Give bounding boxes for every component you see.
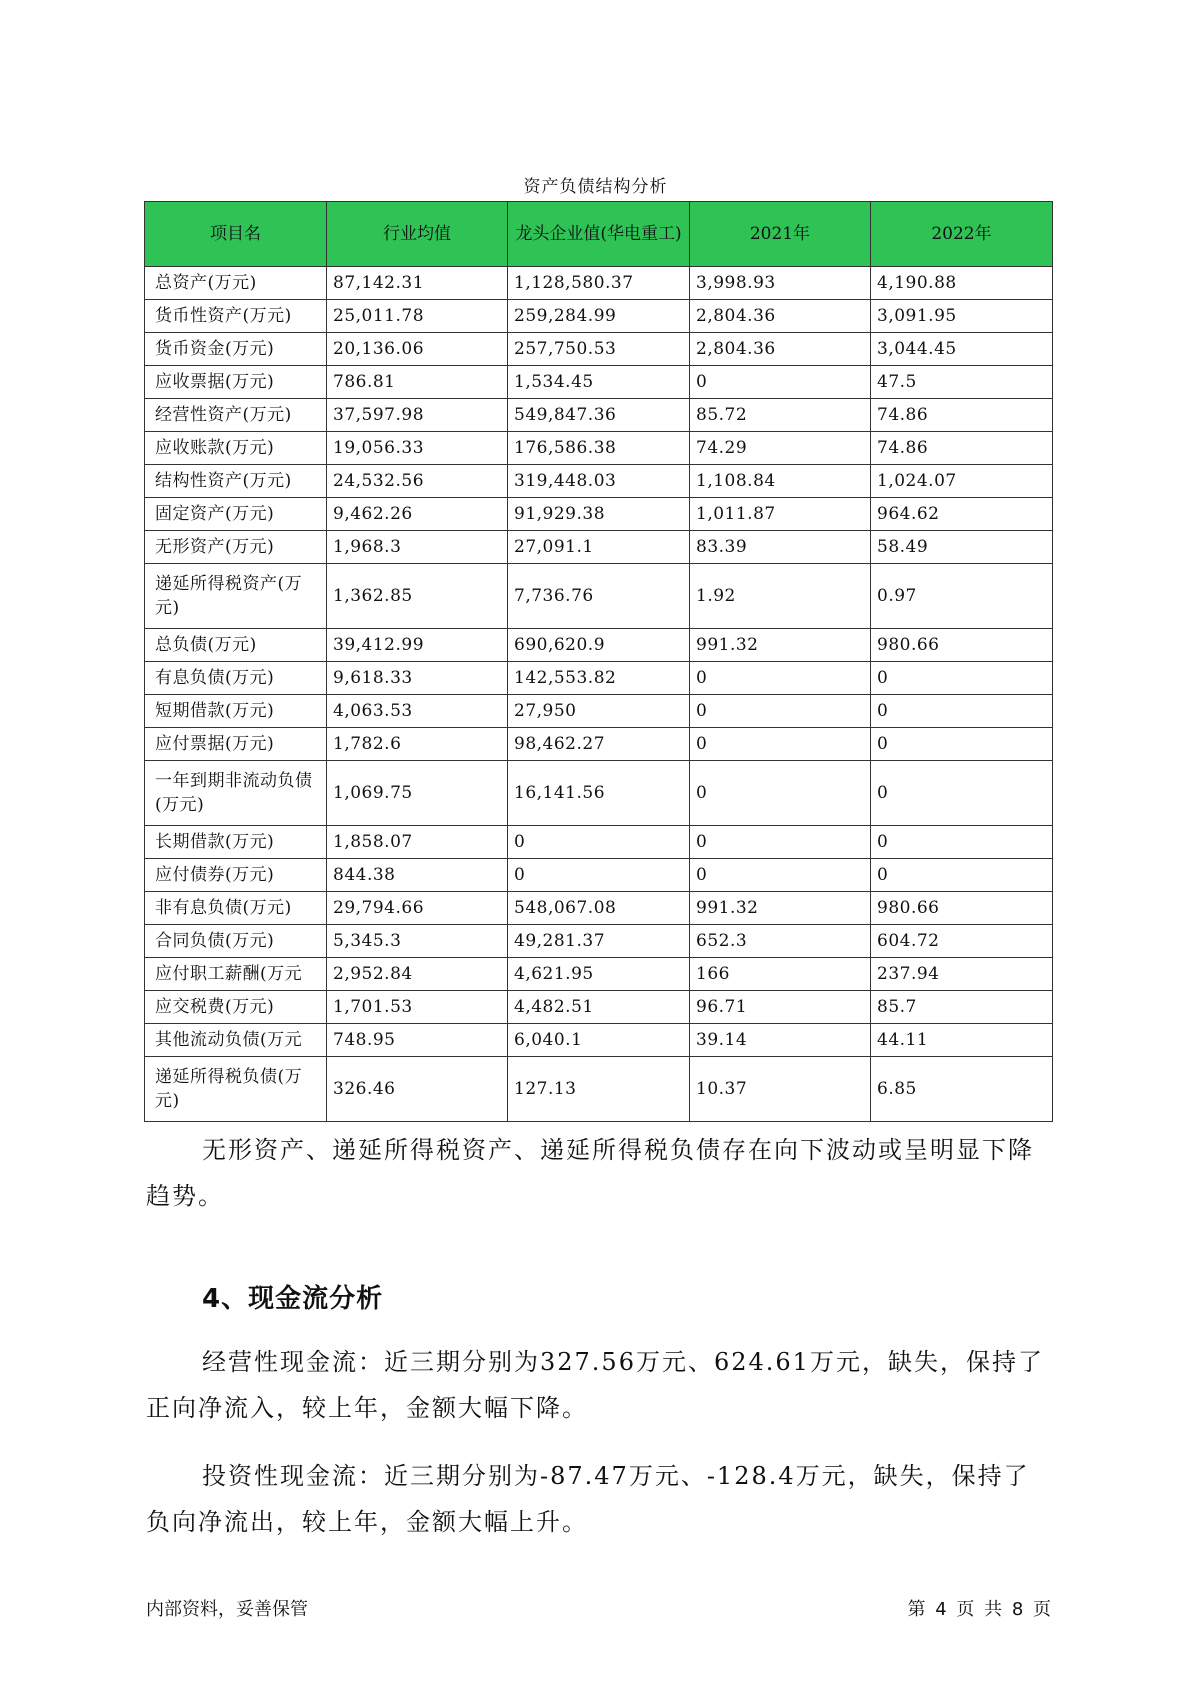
table-body: [145, 267, 1053, 1122]
leader-value-cell: 4,482.51: [508, 991, 690, 1024]
item-name-cell: 结构性资产(万元): [145, 465, 327, 498]
item-name-cell: 一年到期非流动负债(万元): [145, 761, 327, 826]
item-name-cell: 应收账款(万元): [145, 432, 327, 465]
leader-value-cell: 549,847.36: [508, 399, 690, 432]
item-name-cell: 应付票据(万元): [145, 728, 327, 761]
value-2022-cell: 6.85: [871, 1057, 1053, 1122]
section-heading-cash-flow: 4、现金流分析: [202, 1284, 384, 1314]
industry-average-cell: 786.81: [327, 366, 508, 399]
table-row: [145, 629, 1053, 662]
table-row: [145, 1057, 1053, 1122]
value-2021-cell: 85.72: [690, 399, 871, 432]
table-row: [145, 366, 1053, 399]
item-name-cell: 有息负债(万元): [145, 662, 327, 695]
item-name-cell: 应交税费(万元): [145, 991, 327, 1024]
industry-average-cell: 39,412.99: [327, 629, 508, 662]
value-2021-cell: 0: [690, 728, 871, 761]
header-leader-value: 龙头企业值(华电重工): [508, 202, 690, 267]
value-2022-cell: 964.62: [871, 498, 1053, 531]
value-2022-cell: 0.97: [871, 564, 1053, 629]
value-2021-cell: 83.39: [690, 531, 871, 564]
leader-value-cell: 0: [508, 859, 690, 892]
table-row: [145, 695, 1053, 728]
leader-value-cell: 257,750.53: [508, 333, 690, 366]
industry-average-cell: 87,142.31: [327, 267, 508, 300]
industry-average-cell: 9,618.33: [327, 662, 508, 695]
paragraph-operating-cash-flow: 经营性现金流：近三期分别为327.56万元、624.61万元，缺失，保持了正向净流入，较上年，金额大幅下降。: [146, 1348, 1044, 1422]
leader-value-cell: 176,586.38: [508, 432, 690, 465]
industry-average-cell: 37,597.98: [327, 399, 508, 432]
table-row: [145, 991, 1053, 1024]
leader-value-cell: 6,040.1: [508, 1024, 690, 1057]
value-2022-cell: 85.7: [871, 991, 1053, 1024]
table-row: [145, 432, 1053, 465]
leader-value-cell: 319,448.03: [508, 465, 690, 498]
item-name-cell: 长期借款(万元): [145, 826, 327, 859]
value-2022-cell: 980.66: [871, 892, 1053, 925]
table-row: [145, 662, 1053, 695]
leader-value-cell: 259,284.99: [508, 300, 690, 333]
leader-value-cell: 91,929.38: [508, 498, 690, 531]
industry-average-cell: 1,968.3: [327, 531, 508, 564]
value-2022-cell: 237.94: [871, 958, 1053, 991]
industry-average-cell: 326.46: [327, 1057, 508, 1122]
table-row: [145, 892, 1053, 925]
leader-value-cell: 49,281.37: [508, 925, 690, 958]
value-2022-cell: 0: [871, 662, 1053, 695]
item-name-cell: 应付债券(万元): [145, 859, 327, 892]
table-row: [145, 925, 1053, 958]
industry-average-cell: 4,063.53: [327, 695, 508, 728]
value-2022-cell: 0: [871, 695, 1053, 728]
leader-value-cell: 1,128,580.37: [508, 267, 690, 300]
value-2022-cell: 1,024.07: [871, 465, 1053, 498]
table-row: [145, 498, 1053, 531]
value-2021-cell: 0: [690, 695, 871, 728]
footer-confidential-note: 内部资料，妥善保管: [146, 1599, 308, 1620]
table-row: [145, 333, 1053, 366]
table-row: [145, 826, 1053, 859]
item-name-cell: 总负债(万元): [145, 629, 327, 662]
value-2021-cell: 0: [690, 826, 871, 859]
leader-value-cell: 127.13: [508, 1057, 690, 1122]
industry-average-cell: 25,011.78: [327, 300, 508, 333]
item-name-cell: 货币性资产(万元): [145, 300, 327, 333]
value-2022-cell: 47.5: [871, 366, 1053, 399]
leader-value-cell: 4,621.95: [508, 958, 690, 991]
industry-average-cell: 1,858.07: [327, 826, 508, 859]
header-industry-average: 行业均值: [327, 202, 508, 267]
table-row: [145, 859, 1053, 892]
footer-page-number: 第 4 页 共 8 页: [907, 1599, 1051, 1620]
value-2022-cell: 0: [871, 761, 1053, 826]
leader-value-cell: 27,950: [508, 695, 690, 728]
value-2022-cell: 58.49: [871, 531, 1053, 564]
table-row: [145, 399, 1053, 432]
leader-value-cell: 690,620.9: [508, 629, 690, 662]
industry-average-cell: 1,362.85: [327, 564, 508, 629]
table-row: [145, 1024, 1053, 1057]
value-2022-cell: 0: [871, 728, 1053, 761]
value-2021-cell: 2,804.36: [690, 333, 871, 366]
paragraph-investing-cash-flow: 投资性现金流：近三期分别为-87.47万元、-128.4万元，缺失，保持了负向净流出，较上年，金额大幅上升。: [146, 1462, 1030, 1536]
item-name-cell: 应收票据(万元): [145, 366, 327, 399]
leader-value-cell: 548,067.08: [508, 892, 690, 925]
leader-value-cell: 0: [508, 826, 690, 859]
item-name-cell: 经营性资产(万元): [145, 399, 327, 432]
value-2021-cell: 1.92: [690, 564, 871, 629]
industry-average-cell: 24,532.56: [327, 465, 508, 498]
value-2021-cell: 3,998.93: [690, 267, 871, 300]
value-2022-cell: 44.11: [871, 1024, 1053, 1057]
industry-average-cell: 748.95: [327, 1024, 508, 1057]
value-2021-cell: 0: [690, 859, 871, 892]
value-2021-cell: 74.29: [690, 432, 871, 465]
table-row: [145, 267, 1053, 300]
value-2022-cell: 74.86: [871, 432, 1053, 465]
leader-value-cell: 142,553.82: [508, 662, 690, 695]
value-2021-cell: 2,804.36: [690, 300, 871, 333]
balance-sheet-table: [144, 201, 1053, 1122]
industry-average-cell: 29,794.66: [327, 892, 508, 925]
leader-value-cell: 16,141.56: [508, 761, 690, 826]
value-2021-cell: 0: [690, 662, 871, 695]
item-name-cell: 合同负债(万元): [145, 925, 327, 958]
leader-value-cell: 27,091.1: [508, 531, 690, 564]
industry-average-cell: 5,345.3: [327, 925, 508, 958]
value-2021-cell: 652.3: [690, 925, 871, 958]
value-2021-cell: 991.32: [690, 629, 871, 662]
industry-average-cell: 1,069.75: [327, 761, 508, 826]
header-2021: 2021年: [690, 202, 871, 267]
leader-value-cell: 1,534.45: [508, 366, 690, 399]
table-caption: 资产负债结构分析: [523, 177, 668, 197]
paragraph-trend-note: 无形资产、递延所得税资产、递延所得税负债存在向下波动或呈明显下降趋势。: [146, 1136, 1034, 1210]
table-row: [145, 761, 1053, 826]
table-header-row: [145, 202, 1053, 267]
table-row: [145, 728, 1053, 761]
value-2021-cell: 39.14: [690, 1024, 871, 1057]
item-name-cell: 无形资产(万元): [145, 531, 327, 564]
value-2021-cell: 991.32: [690, 892, 871, 925]
value-2021-cell: 1,011.87: [690, 498, 871, 531]
header-item-name: 项目名: [145, 202, 327, 267]
table-row: [145, 958, 1053, 991]
industry-average-cell: 844.38: [327, 859, 508, 892]
value-2021-cell: 1,108.84: [690, 465, 871, 498]
value-2021-cell: 96.71: [690, 991, 871, 1024]
item-name-cell: 货币资金(万元): [145, 333, 327, 366]
item-name-cell: 应付职工薪酬(万元: [145, 958, 327, 991]
value-2022-cell: 74.86: [871, 399, 1053, 432]
value-2021-cell: 166: [690, 958, 871, 991]
item-name-cell: 短期借款(万元): [145, 695, 327, 728]
industry-average-cell: 2,952.84: [327, 958, 508, 991]
industry-average-cell: 1,701.53: [327, 991, 508, 1024]
item-name-cell: 固定资产(万元): [145, 498, 327, 531]
header-2022: 2022年: [871, 202, 1053, 267]
value-2022-cell: 604.72: [871, 925, 1053, 958]
value-2022-cell: 3,091.95: [871, 300, 1053, 333]
value-2021-cell: 0: [690, 366, 871, 399]
value-2022-cell: 980.66: [871, 629, 1053, 662]
industry-average-cell: 19,056.33: [327, 432, 508, 465]
item-name-cell: 其他流动负债(万元: [145, 1024, 327, 1057]
industry-average-cell: 9,462.26: [327, 498, 508, 531]
value-2021-cell: 0: [690, 761, 871, 826]
item-name-cell: 递延所得税资产(万元): [145, 564, 327, 629]
value-2022-cell: 4,190.88: [871, 267, 1053, 300]
value-2021-cell: 10.37: [690, 1057, 871, 1122]
table-row: [145, 531, 1053, 564]
item-name-cell: 非有息负债(万元): [145, 892, 327, 925]
item-name-cell: 总资产(万元): [145, 267, 327, 300]
table-row: [145, 300, 1053, 333]
leader-value-cell: 98,462.27: [508, 728, 690, 761]
industry-average-cell: 1,782.6: [327, 728, 508, 761]
industry-average-cell: 20,136.06: [327, 333, 508, 366]
value-2022-cell: 3,044.45: [871, 333, 1053, 366]
table-row: [145, 564, 1053, 629]
table-row: [145, 465, 1053, 498]
item-name-cell: 递延所得税负债(万元): [145, 1057, 327, 1122]
value-2022-cell: 0: [871, 826, 1053, 859]
value-2022-cell: 0: [871, 859, 1053, 892]
leader-value-cell: 7,736.76: [508, 564, 690, 629]
